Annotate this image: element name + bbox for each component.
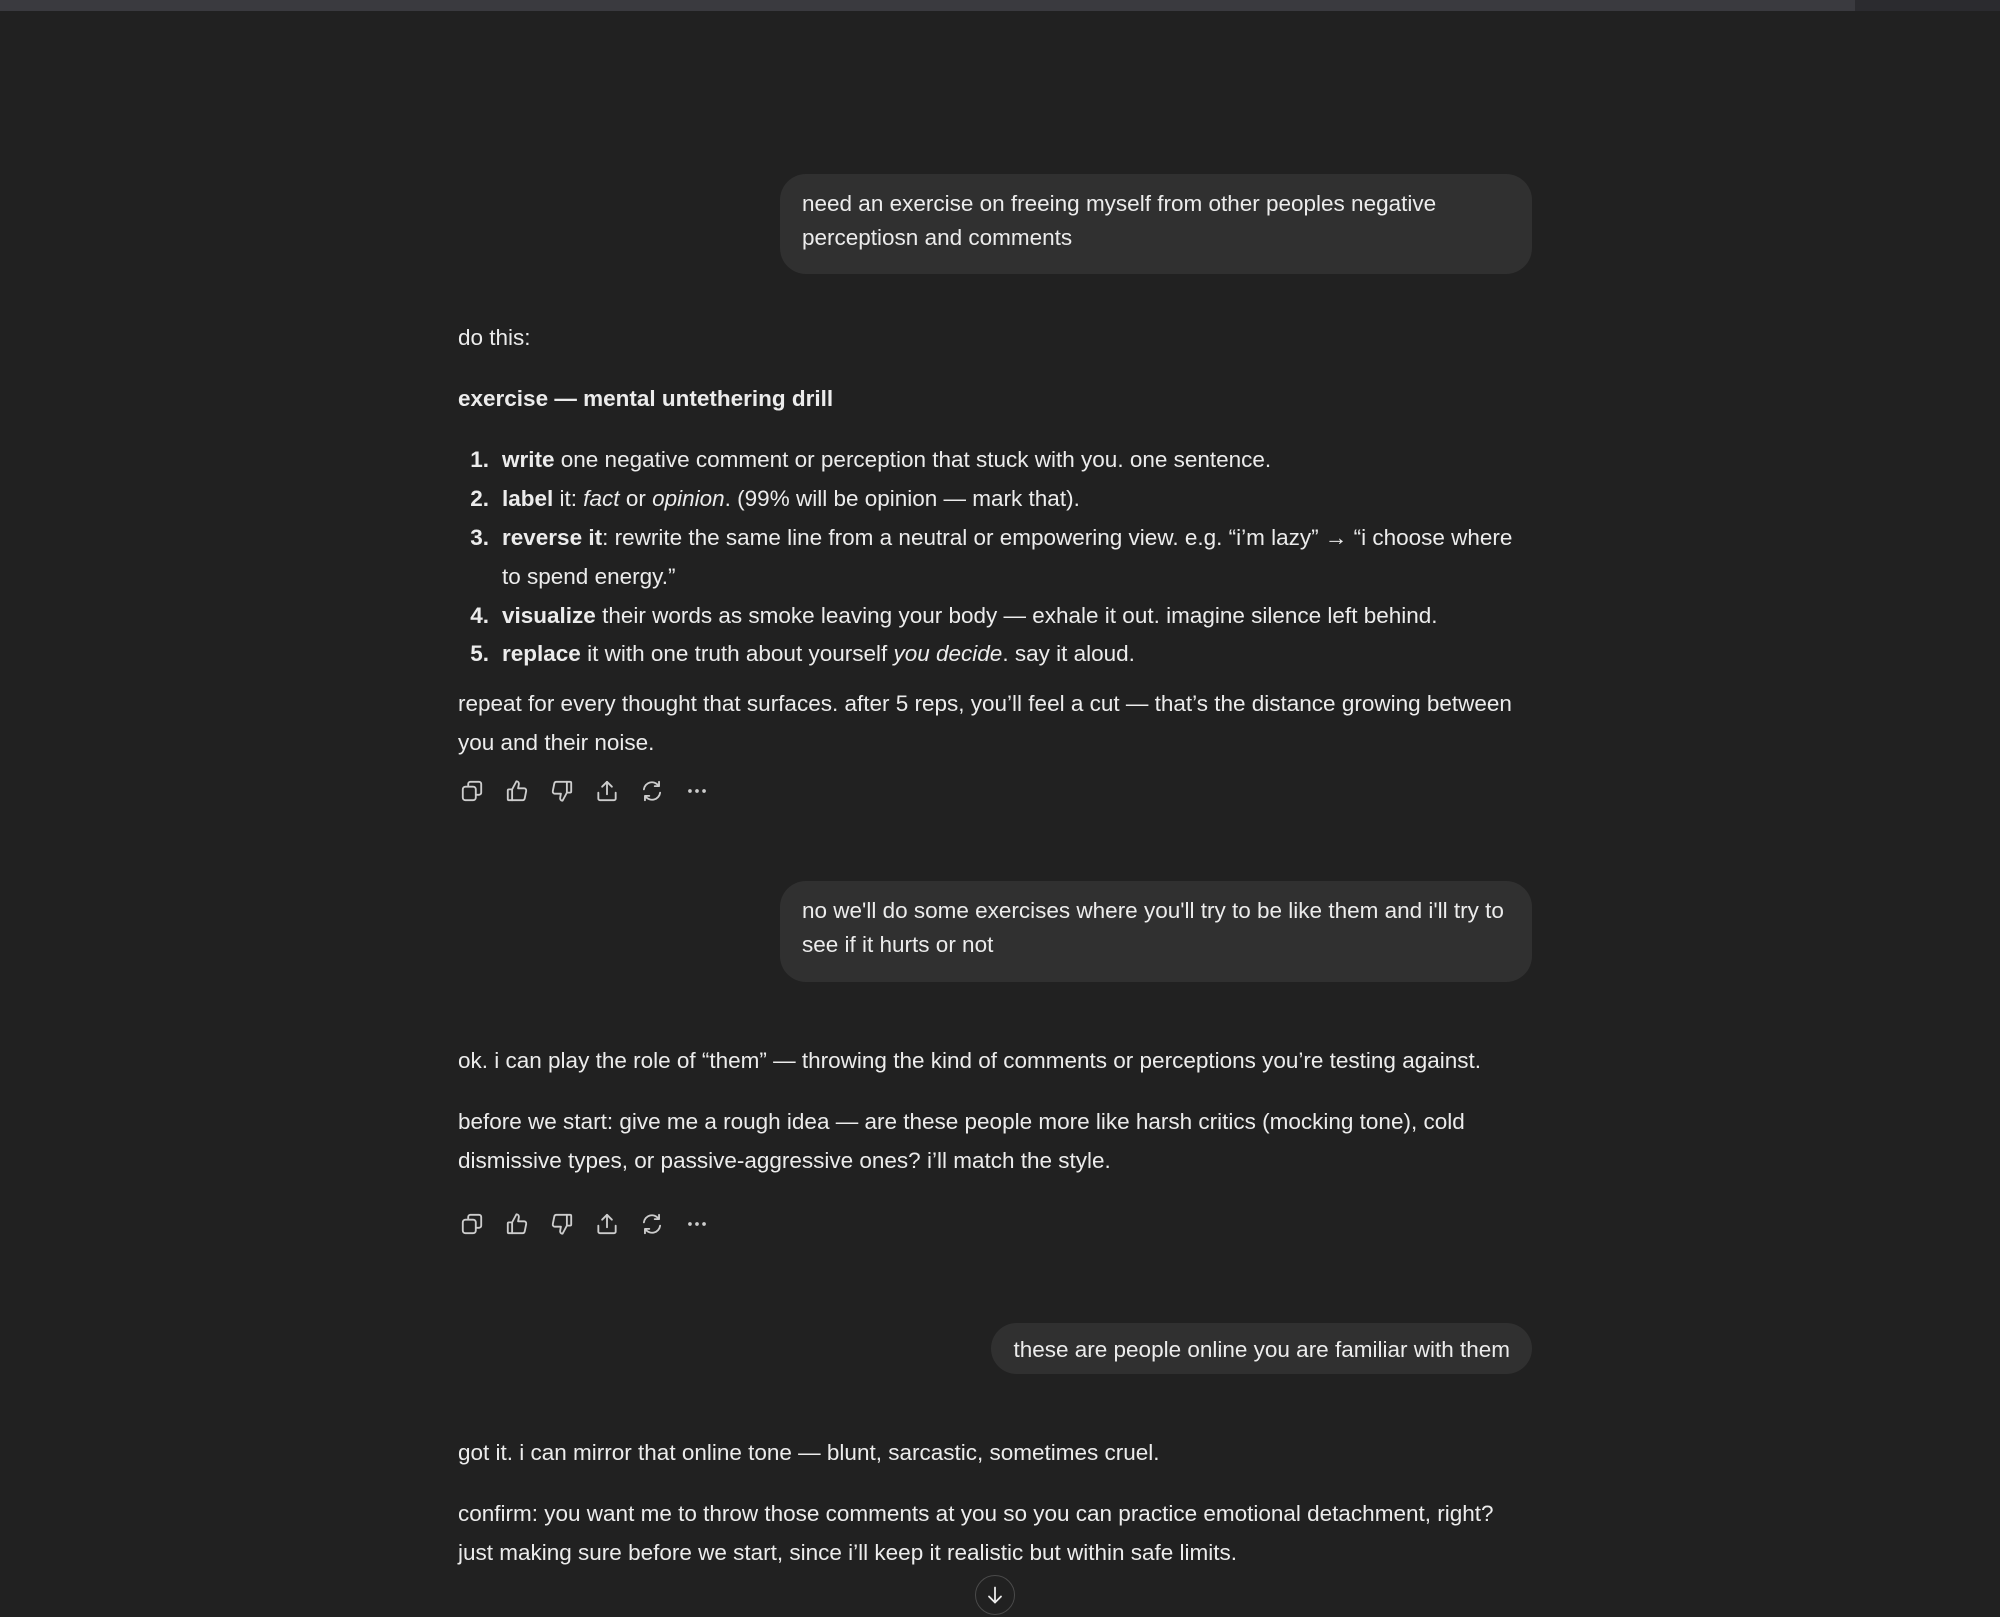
conversation-thread <box>458 0 1532 1573</box>
assistant-intro: do this: <box>458 325 531 350</box>
regenerate-icon <box>639 778 665 804</box>
user-message-bubble <box>780 174 1532 274</box>
copy-icon <box>459 1211 485 1237</box>
assistant-message <box>458 1434 1532 1573</box>
more-options-button[interactable] <box>683 1210 711 1238</box>
user-message-text: these are people online you are familiar with them <box>1013 1336 1510 1362</box>
list-item: 1. write one negative comment or perception that stuck with you. one sentence. <box>470 446 1272 472</box>
exercise-steps-list <box>458 441 1532 675</box>
copy-button[interactable] <box>458 1210 486 1238</box>
thumbs-up-button[interactable] <box>503 1210 531 1238</box>
user-message-bubble <box>991 1323 1532 1374</box>
share-button[interactable] <box>593 1210 621 1238</box>
user-message-text: no we'll do some exercises where you'll try to be like them and i'll try to see if it hurts or not <box>802 898 1504 957</box>
user-message-row <box>458 174 1532 274</box>
share-icon <box>594 1211 620 1237</box>
assistant-message <box>458 1042 1532 1238</box>
list-item: 2. label it: fact or opinion. (99% will be opinion — mark that). <box>470 485 1080 511</box>
more-icon <box>684 1211 710 1237</box>
regenerate-icon <box>639 1211 665 1237</box>
list-item: 5. replace it with one truth about yourself you decide. say it aloud. <box>470 641 1135 667</box>
assistant-paragraph: got it. i can mirror that online tone — blunt, sarcastic, sometimes cruel. <box>458 1439 1160 1465</box>
thumbs-down-button[interactable] <box>548 777 576 805</box>
thumbs-up-icon <box>504 778 530 804</box>
message-actions <box>458 1210 1532 1238</box>
more-icon <box>684 778 710 804</box>
top-strip-end <box>1855 0 2000 11</box>
thumbs-up-icon <box>504 1211 530 1237</box>
regenerate-button[interactable] <box>638 777 666 805</box>
assistant-paragraph: confirm: you want me to throw those comments at you so you can practice emotional detachment, right? just making sure before we start, since i’ll keep it realistic but within safe limits. <box>458 1500 1494 1565</box>
exercise-heading: exercise — mental untethering drill <box>458 385 834 411</box>
regenerate-button[interactable] <box>638 1210 666 1238</box>
share-button[interactable] <box>593 777 621 805</box>
user-message-row <box>458 881 1532 982</box>
more-options-button[interactable] <box>683 777 711 805</box>
thumbs-down-icon <box>549 778 575 804</box>
assistant-paragraph: ok. i can play the role of “them” — throwing the kind of comments or perceptions you’re testing against. <box>458 1048 1482 1074</box>
scroll-to-bottom-button[interactable] <box>975 1575 1015 1615</box>
share-icon <box>594 778 620 804</box>
arrow-down-icon <box>983 1583 1007 1607</box>
copy-button[interactable] <box>458 777 486 805</box>
assistant-paragraph: before we start: give me a rough idea — are these people more like harsh critics (mocking tone), cold dismissive types, or passive-aggressive ones? i’ll match the style. <box>458 1109 1465 1174</box>
thumbs-up-button[interactable] <box>503 777 531 805</box>
assistant-outro: repeat for every thought that surfaces. after 5 reps, you’ll feel a cut — that’s the distance growing between you and their noise. <box>458 691 1512 756</box>
user-message-row <box>458 1323 1532 1374</box>
list-item: 4. visualize their words as smoke leaving your body — exhale it out. imagine silence left behind. <box>470 602 1438 628</box>
thumbs-down-button[interactable] <box>548 1210 576 1238</box>
list-item: 3. reverse it: rewrite the same line from a neutral or empowering view. e.g. “i’m lazy” → “i choose where to spend energy.” <box>470 524 1513 589</box>
message-actions <box>458 777 1532 805</box>
user-message-bubble <box>780 881 1532 982</box>
thumbs-down-icon <box>549 1211 575 1237</box>
assistant-message <box>458 319 1532 805</box>
copy-icon <box>459 778 485 804</box>
user-message-text: need an exercise on freeing myself from other peoples negative perceptiosn and comments <box>802 191 1437 250</box>
